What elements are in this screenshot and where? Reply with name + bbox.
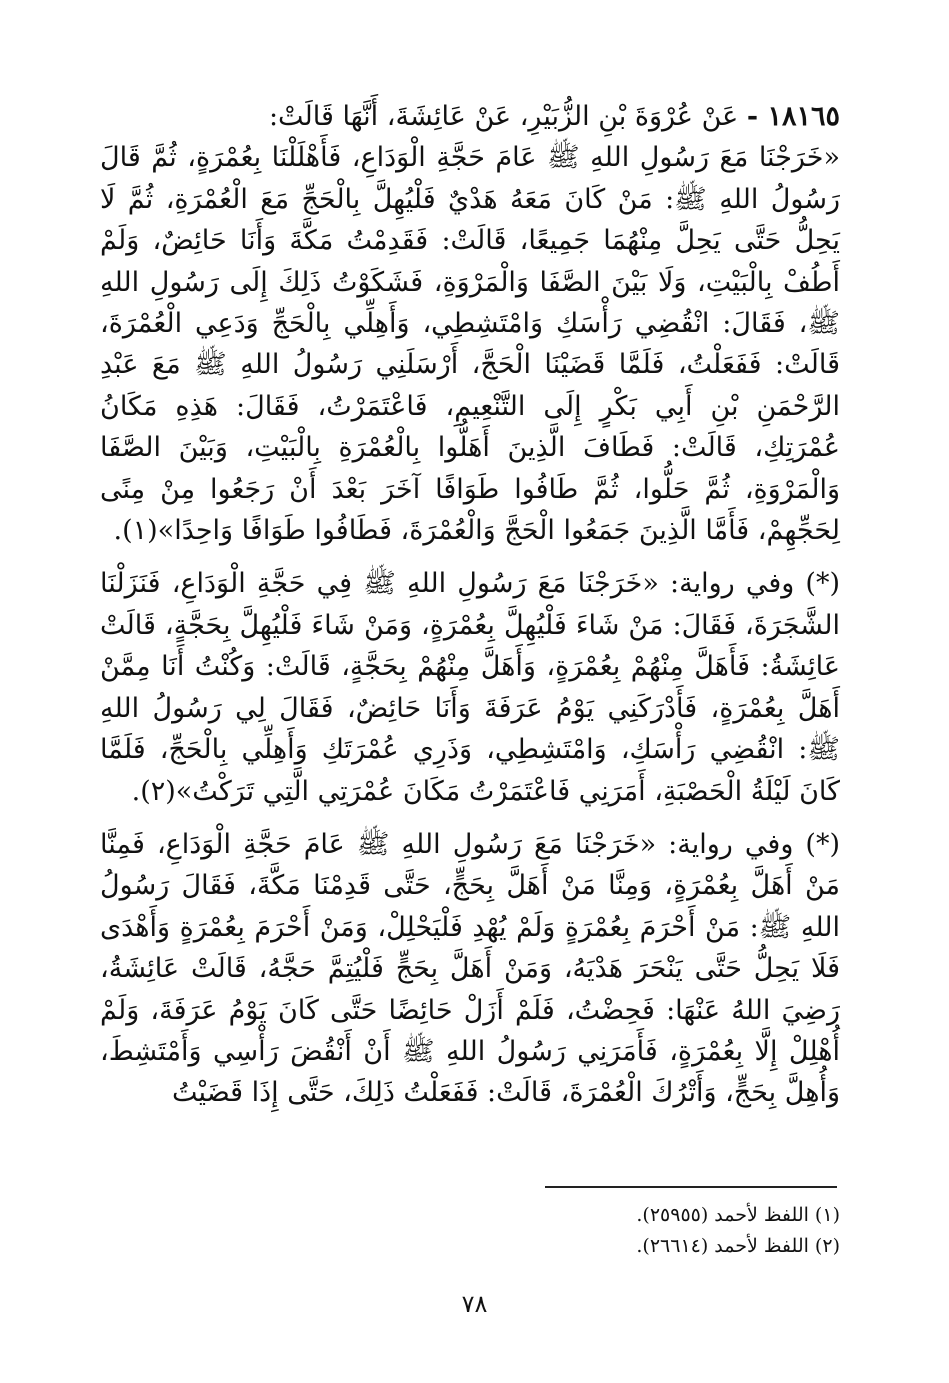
footnotes <box>100 1200 840 1262</box>
page-number: ٧٨ <box>461 1290 488 1318</box>
footnote-2: (٢) اللفظ لأحمد (٢٦٦١٤). <box>636 1235 840 1257</box>
rivaya-paragraph-2: (*) وفي رواية: «خَرَجْنَا مَعَ رَسُولِ اللهِ ﷺ عَامَ حَجَّةِ الْوَدَاعِ، فَمِنَّا مَنْ أَهَلَّ بِعُمْرَةٍ، وَمِنَّا مَنْ أَهَلَّ بِحَجٍّ، حَتَّى قَدِمْنَا مَكَّةَ، فَقَالَ رَسُولُ اللهِ ﷺ: مَنْ أَحْرَمَ بِعُمْرَةٍ وَلَمْ يُهْدِ فَلْيَحْلِلْ، وَمَنْ أَحْرَمَ بِعُمْرَةٍ وَأَهْدَى فَلَا يَحِلُّ حَتَّى يَنْحَرَ هَدْيَهُ، وَمَنْ أَهَلَّ بِحَجٍّ فَلْيُتِمَّ حَجَّهُ، قَالَتْ عَائِشَةُ، رَضِيَ اللهُ عَنْهَا: فَحِضْتُ، فَلَمْ أَزَلْ حَائِضًا حَتَّى كَانَ يَوْمُ عَرَفَةَ، وَلَمْ أُهْلِلْ إِلَّا بِعُمْرَةٍ، فَأَمَرَنِي رَسُولُ اللهِ ﷺ أَنْ أَنْقُضَ رَأْسِي وَأَمْتَشِطَ، وَأُهِلَّ بِحَجٍّ، وَأَتْرُكَ الْعُمْرَةَ، قَالَتْ: فَفَعَلْتُ ذَلِكَ، حَتَّى إِذَا قَضَيْتُ <box>100 828 840 1109</box>
hadith-number: ١٨١٦٥ - <box>746 101 840 132</box>
hadith-text: «خَرَجْنَا مَعَ رَسُولِ اللهِ ﷺ عَامَ حَجَّةِ الْوَدَاعِ، فَأَهْلَلْنَا بِعُمْرَةٍ، ثُمَّ قَالَ رَسُولُ اللهِ ﷺ: مَنْ كَانَ مَعَهُ هَدْيٌ فَلْيُهِلَّ بِالْحَجِّ مَعَ الْعُمْرَةِ، ثُمَّ لَا يَحِلُّ حَتَّى يَحِلَّ مِنْهُمَا جَمِيعًا، قَالَتْ: فَقَدِمْتُ مَكَّةَ وَأَنَا حَائِضٌ، وَلَمْ أَطُفْ بِالْبَيْتِ، وَلَا بَيْنَ الصَّفَا وَالْمَرْوَةِ، فَشَكَوْتُ ذَلِكَ إِلَى رَسُولِ اللهِ ﷺ، فَقَالَ: انْقُضِي رَأْسَكِ وَامْتَشِطِي، وَأَهِلِّي بِالْحَجِّ وَدَعِي الْعُمْرَةَ، قَالَتْ: فَفَعَلْتُ، فَلَمَّا قَضَيْنَا الْحَجَّ، أَرْسَلَنِي رَسُولُ اللهِ ﷺ مَعَ عَبْدِ الرَّحْمَنِ بْنِ أَبِي بَكْرٍ إِلَى التَّنْعِيمِ، فَاعْتَمَرْتُ، فَقَالَ: هَذِهِ مَكَانُ عُمْرَتِكِ، قَالَتْ: فَطَافَ الَّذِينَ أَهَلُّوا بِالْعُمْرَةِ بِالْبَيْتِ، وَبَيْنَ الصَّفَا وَالْمَرْوَةِ، ثُمَّ حَلُّوا، ثُمَّ طَافُوا طَوَافًا آخَرَ بَعْدَ أَنْ رَجَعُوا مِنْ مِنًى لِحَجِّهِمْ، فَأَمَّا الَّذِينَ جَمَعُوا الْحَجَّ وَالْعُمْرَةَ، فَطَافُوا طَوَافًا وَاحِدًا»(١). <box>100 142 840 547</box>
rivaya-paragraph-1: (*) وفي رواية: «خَرَجْنَا مَعَ رَسُولِ اللهِ ﷺ فِي حَجَّةِ الْوَدَاعِ، فَنَزَلْنَا الشَّجَرَةَ، فَقَالَ: مَنْ شَاءَ فَلْيُهِلَّ بِعُمْرَةٍ، وَمَنْ شَاءَ فَلْيُهِلَّ بِحَجَّةٍ، قَالَتْ عَائِشَةُ: فَأَهَلَّ مِنْهُمْ بِعُمْرَةٍ، وَأَهَلَّ مِنْهُمْ بِحَجَّةٍ، قَالَتْ: وَكُنْتُ أَنَا مِمَّنْ أَهَلَّ بِعُمْرَةٍ، فَأَدْرَكَنِي يَوْمُ عَرَفَةَ وَأَنَا حَائِضٌ، فَقَالَ لِي رَسُولُ اللهِ ﷺ: انْقُضِي رَأْسَكِ، وَامْتَشِطِي، وَذَرِي عُمْرَتَكِ وَأَهِلِّي بِالْحَجِّ، فَلَمَّا كَانَ لَيْلَةُ الْحَصْبَةِ، أَمَرَنِي فَاعْتَمَرْتُ مَكَانَ عُمْرَتِي الَّتِي تَرَكْتُ»(٢). <box>100 568 840 807</box>
main-text <box>100 96 840 1114</box>
hadith-isnad: عَنْ عُرْوَةَ بْنِ الزُّبَيْرِ، عَنْ عَائِشَةَ، أَنَّهَا قَالَتْ: <box>268 101 747 132</box>
footnote-separator <box>545 1186 837 1188</box>
hadith-paragraph <box>100 96 840 551</box>
footnote-1: (١) اللفظ لأحمد (٢٥٩٥٥). <box>636 1204 840 1226</box>
